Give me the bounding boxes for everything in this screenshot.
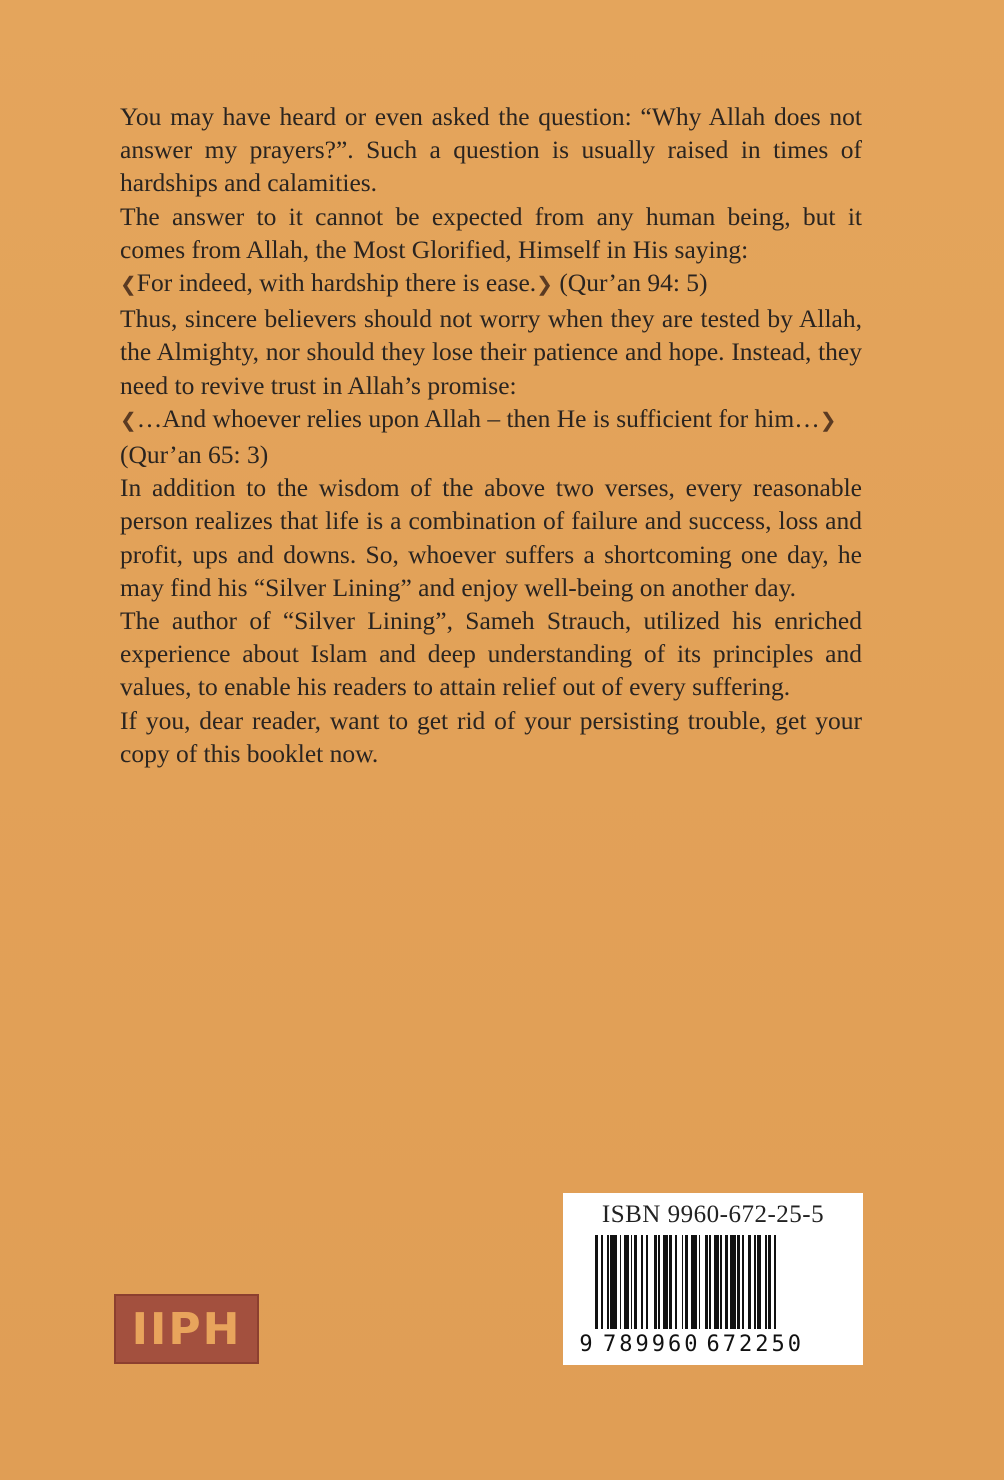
verse-2: [120, 402, 862, 438]
barcode-digits: [575, 1329, 855, 1359]
paragraph-4: In addition to the wisdom of the above two verses, every reasonable person realizes that life is a combination of failure and success, loss and profit, ups and downs. So, whoever suffers a shortcoming one day, he may find his “Silver Lining” and enjoy well-being on another day.: [120, 473, 862, 602]
publisher-logo-text: IIPH: [131, 1303, 242, 1355]
ornate-bracket-open-icon: ❮: [120, 409, 137, 432]
verse-2-text: …And whoever relies upon Allah – then He is sufficient for him…: [136, 403, 820, 433]
ornate-bracket-close-icon: ❯: [536, 274, 553, 297]
ornate-bracket-close-icon: ❯: [819, 409, 837, 432]
verse-2-reference: (Qur’an 65: 3): [120, 440, 269, 470]
isbn-barcode: [563, 1193, 863, 1365]
paragraph-6: If you, dear reader, want to get rid of your persisting trouble, get your copy of this booklet now.: [120, 705, 862, 768]
barcode-bars-icon: [595, 1235, 841, 1343]
paragraph-2: The answer to it cannot be expected from any human being, but it comes from Allah, the Most Glorified, Himself in His saying:: [120, 201, 862, 264]
barcode-lead-digit: 9: [579, 1331, 593, 1357]
verse-1-reference: (Qur’an 94: 5): [552, 268, 708, 298]
paragraph-3: Thus, sincere believers should not worry when they are tested by Allah, the Almighty, nor should they lose their patience and hope. Instead, they need to revive trust in Allah’s promise:: [120, 304, 862, 400]
isbn-label: ISBN 9960-672-25-5: [601, 1201, 825, 1228]
barcode-digit-group-2: 672250: [706, 1331, 804, 1357]
verse-1-text: For indeed, with hardship there is ease.: [136, 268, 537, 298]
back-cover-blurb: [120, 100, 862, 770]
paragraph-5: The author of “Silver Lining”, Sameh Strauch, utilized his enriched experience about Islam and deep understanding of its principles and values, to enable his readers to attain relief out of every suffering.: [120, 606, 862, 702]
barcode-bar: [776, 1235, 781, 1343]
barcode-digit-group-1: 789960: [603, 1331, 701, 1357]
publisher-logo: [114, 1294, 259, 1364]
paragraph-1: You may have heard or even asked the question: “Why Allah does not answer my prayers?”. Such a question is usually raised in times of hardships and calamities.: [120, 102, 862, 198]
ornate-bracket-open-icon: ❮: [120, 274, 137, 297]
verse-1: [120, 266, 862, 302]
